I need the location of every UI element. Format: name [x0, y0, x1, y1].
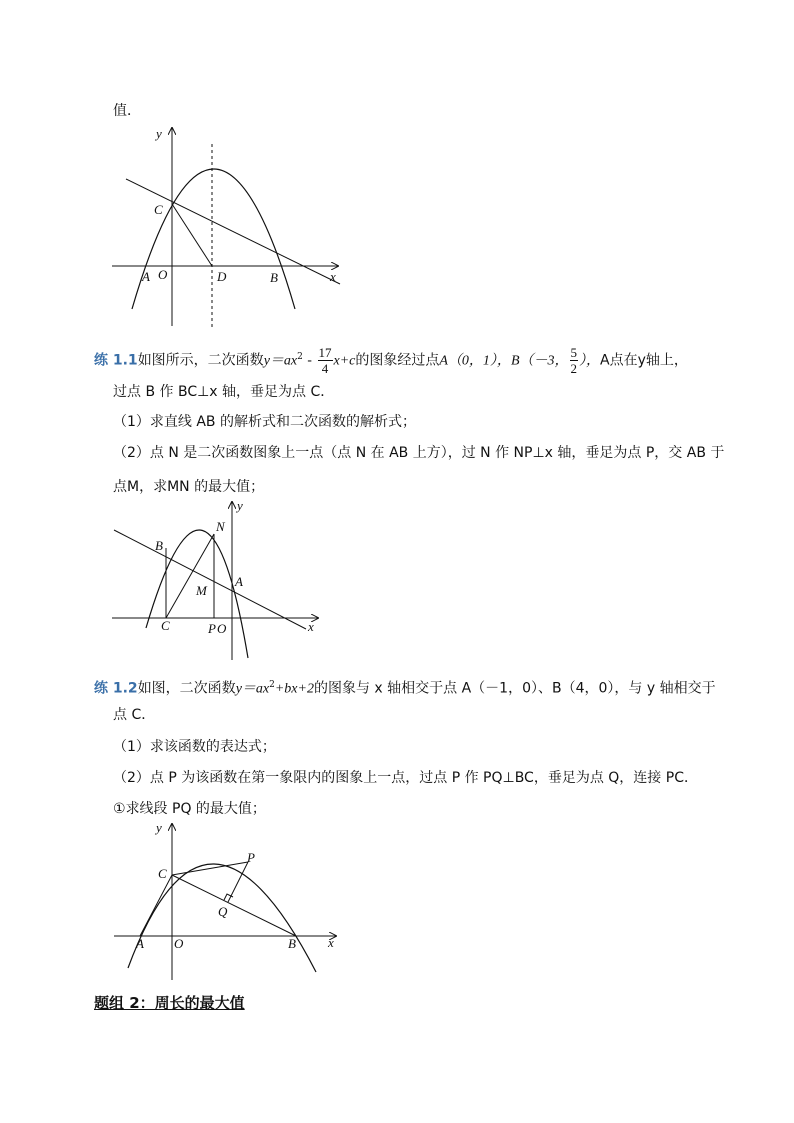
problem-1-1-q2a: （2）点 N 是二次函数图象上一点（点 N 在 AB 上方），过 N 作 NP⊥x 轴，垂足为点 P，交 AB 于: [113, 445, 725, 461]
label-x: x: [330, 269, 336, 284]
label-p: P: [208, 621, 216, 636]
segment-cb: [172, 875, 296, 936]
figure-2: [108, 498, 338, 667]
problem-1-1-line1: 练 1.1如图所示，二次函数$y=ax^2$ - $\frac{17}{4}$ x+c的图象经过点A（0，1），B（－3， $\frac{5}{2}$ ），A点在y轴上，: [94, 345, 688, 376]
label-x: x: [308, 619, 314, 634]
label-o: O: [158, 267, 168, 282]
continued-text: 值．: [113, 103, 141, 119]
label-a: A: [136, 936, 144, 951]
label-y: y: [156, 820, 162, 835]
figure-1: [110, 124, 350, 338]
label-d: D: [217, 269, 227, 284]
label-c: C: [154, 202, 163, 217]
label-a: A: [142, 269, 150, 284]
label-o: O: [217, 621, 227, 636]
label-c: C: [161, 618, 170, 633]
label-c: C: [158, 866, 167, 881]
problem-1-2-sub1: ①求线段 PQ 的最大值；: [113, 801, 266, 817]
label-x: x: [328, 935, 334, 950]
label-q: Q: [218, 904, 228, 919]
label-n: N: [216, 519, 225, 534]
label-b: B: [155, 538, 163, 553]
label-p: P: [247, 850, 255, 865]
figure-3: [110, 820, 350, 989]
label-o: O: [174, 936, 184, 951]
problem-1-1-q1: （1）求直线 AB 的解析式和二次函数的解析式；: [113, 414, 416, 430]
problem-1-2-line1: 练 1.2如图，二次函数$y=ax^2+bx+2$的图象与 x 轴相交于点 A（－1，0）、B（4，0），与 y 轴相交于: [94, 680, 716, 697]
segment-cn: [166, 534, 214, 618]
problem-1-2-q1: （1）求该函数的表达式；: [113, 739, 276, 755]
segment-ac: [140, 875, 172, 936]
parabola: [132, 169, 295, 309]
label-b: B: [288, 936, 296, 951]
segment-cd: [172, 204, 212, 266]
label-b: B: [270, 270, 278, 285]
line-ab: [114, 530, 306, 629]
section-heading: 题组 2：周长的最大值: [94, 994, 245, 1012]
label-y: y: [237, 498, 243, 513]
problem-1-1-line2: 过点 B 作 BC⊥x 轴，垂足为点 C．: [113, 384, 335, 400]
problem-1-2-q2: （2）点 P 为该函数在第一象限内的图象上一点，过点 P 作 PQ⊥BC，垂足为点 Q，连接 PC．: [113, 770, 698, 786]
label-y: y: [156, 126, 162, 141]
problem-1-1-q2b: 点M，求MN 的最大值；: [113, 479, 265, 495]
label-m: M: [196, 583, 207, 598]
label-a: A: [235, 574, 243, 589]
problem-1-2-line2: 点 C．: [113, 707, 156, 723]
